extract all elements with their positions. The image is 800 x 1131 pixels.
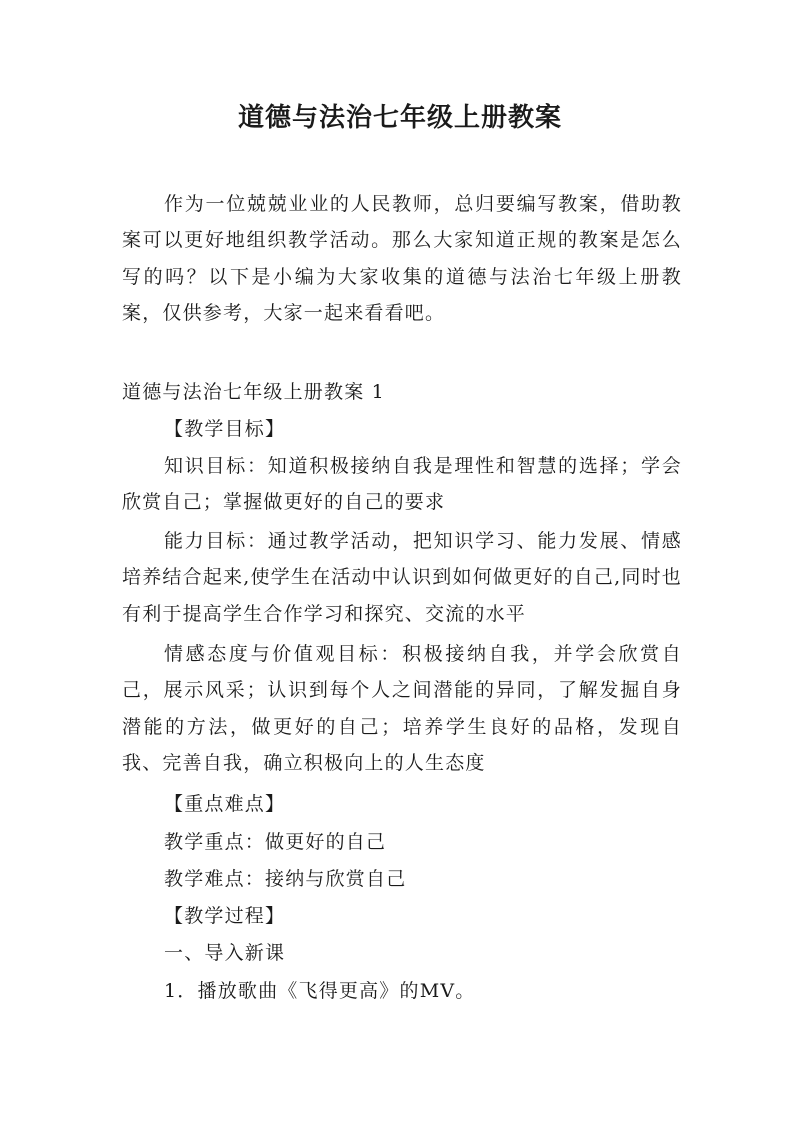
emotion-goal-paragraph: 情感态度与价值观目标：积极接纳自我，并学会欣赏自己，展示风采；认识到每个人之间潜能的异同，了解发掘自身潜能的方法，做更好的自己；培养学生良好的品格，发现自我、完善自我，确立积极向上的人生态度 bbox=[122, 643, 682, 775]
key-points-label: 【重点难点】 bbox=[164, 793, 286, 815]
process-label: 【教学过程】 bbox=[164, 905, 286, 927]
key-point-line: 教学重点：做更好的自己 bbox=[164, 831, 387, 853]
intro-paragraph: 作为一位兢兢业业的人民教师，总归要编写教案，借助教案可以更好地组织教学活动。那么大家知道正规的教案是怎么写的吗？以下是小编为大家收集的道德与法治七年级上册教案，仅供参考，大家一起来看看吧。 bbox=[122, 193, 682, 325]
section-heading: 道德与法治七年级上册教案 1 bbox=[122, 381, 385, 403]
ability-goal-paragraph: 能力目标：通过教学活动，把知识学习、能力发展、情感培养结合起来,使学生在活动中认识到如何做更好的自己,同时也有利于提高学生合作学习和探究、交流的水平 bbox=[122, 530, 682, 625]
step-one-item: 1．播放歌曲《飞得更高》的MV。 bbox=[164, 980, 476, 1002]
knowledge-goal-paragraph: 知识目标：知道积极接纳自我是理性和智慧的选择；学会欣赏自己；掌握做更好的自己的要求 bbox=[122, 455, 682, 514]
document-title: 道德与法治七年级上册教案 bbox=[237, 103, 562, 133]
step-one-heading: 一、导入新课 bbox=[164, 942, 286, 964]
difficult-point-line: 教学难点：接纳与欣赏自己 bbox=[164, 868, 407, 890]
teaching-goals-label: 【教学目标】 bbox=[164, 418, 286, 440]
